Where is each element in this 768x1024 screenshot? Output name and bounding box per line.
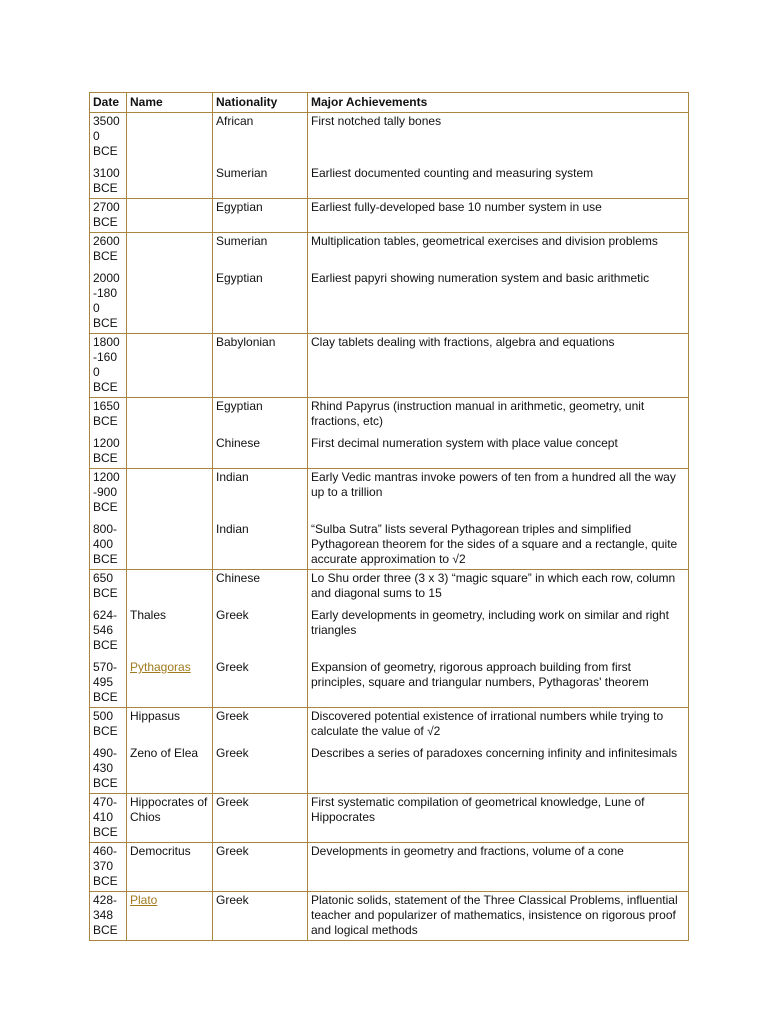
- row-achievement: Developments in geometry and fractions, volume of a cone: [308, 843, 689, 892]
- header-nationality: Nationality: [213, 93, 308, 113]
- row-name: [127, 570, 213, 608]
- row-achievement: First systematic compilation of geometrical knowledge, Lune of Hippocrates: [308, 794, 689, 843]
- row-name: Zeno of Elea: [127, 745, 213, 794]
- row-name: Hippocrates of Chios: [127, 794, 213, 843]
- row-date: 624-546 BCE: [90, 607, 127, 659]
- row-date: 2600 BCE: [90, 233, 127, 271]
- header-date: Date: [90, 93, 127, 113]
- row-date: 35000 BCE: [90, 113, 127, 166]
- table-header-row: [90, 93, 689, 113]
- row-nationality: Greek: [213, 659, 308, 708]
- row-achievement: Early Vedic mantras invoke powers of ten from a hundred all the way up to a trillion: [308, 469, 689, 522]
- row-nationality: African: [213, 113, 308, 166]
- table-row: [90, 843, 689, 892]
- table-row: [90, 521, 689, 570]
- row-name: [127, 165, 213, 199]
- table-body: [90, 113, 689, 941]
- row-name: [127, 398, 213, 436]
- row-nationality: Greek: [213, 745, 308, 794]
- table-row: [90, 745, 689, 794]
- row-name: [127, 659, 213, 708]
- math-history-table: [89, 92, 689, 941]
- row-name: Hippasus: [127, 708, 213, 746]
- row-achievement: Clay tablets dealing with fractions, algebra and equations: [308, 334, 689, 398]
- row-nationality: Greek: [213, 607, 308, 659]
- row-achievement: Describes a series of paradoxes concerning infinity and infinitesimals: [308, 745, 689, 794]
- mathematician-link[interactable]: Pythagoras: [130, 660, 191, 674]
- row-nationality: Greek: [213, 892, 308, 941]
- row-achievement: Multiplication tables, geometrical exercises and division problems: [308, 233, 689, 271]
- table-row: [90, 607, 689, 659]
- row-achievement: Lo Shu order three (3 x 3) “magic square” in which each row, column and diagonal sums to 15: [308, 570, 689, 608]
- row-date: 2000-1800 BCE: [90, 270, 127, 334]
- row-name: [127, 233, 213, 271]
- row-date: 490-430 BCE: [90, 745, 127, 794]
- row-achievement: “Sulba Sutra” lists several Pythagorean triples and simplified Pythagorean theorem for the sides of a square and a rectangle, quite accurate approximation to √2: [308, 521, 689, 570]
- row-achievement: Platonic solids, statement of the Three Classical Problems, influential teacher and popularizer of mathematics, insistence on rigorous proof and logical methods: [308, 892, 689, 941]
- table-row: [90, 435, 689, 469]
- table-row: [90, 270, 689, 334]
- row-nationality: Greek: [213, 843, 308, 892]
- row-date: 500 BCE: [90, 708, 127, 746]
- row-nationality: Chinese: [213, 570, 308, 608]
- header-name: Name: [127, 93, 213, 113]
- table-row: [90, 233, 689, 271]
- header-achievements: Major Achievements: [308, 93, 689, 113]
- row-date: 1200-900 BCE: [90, 469, 127, 522]
- row-nationality: Chinese: [213, 435, 308, 469]
- mathematician-link[interactable]: Plato: [130, 893, 158, 907]
- table-row: [90, 794, 689, 843]
- row-nationality: Egyptian: [213, 270, 308, 334]
- row-date: 470-410 BCE: [90, 794, 127, 843]
- row-achievement: Rhind Papyrus (instruction manual in arithmetic, geometry, unit fractions, etc): [308, 398, 689, 436]
- row-nationality: Sumerian: [213, 233, 308, 271]
- row-date: 570-495 BCE: [90, 659, 127, 708]
- row-name: [127, 469, 213, 522]
- table-row: [90, 659, 689, 708]
- row-achievement: First decimal numeration system with place value concept: [308, 435, 689, 469]
- row-date: 650 BCE: [90, 570, 127, 608]
- row-achievement: Expansion of geometry, rigorous approach building from first principles, square and triangular numbers, Pythagoras' theorem: [308, 659, 689, 708]
- row-date: 1200 BCE: [90, 435, 127, 469]
- row-name: Democritus: [127, 843, 213, 892]
- row-date: 3100 BCE: [90, 165, 127, 199]
- table-row: [90, 113, 689, 166]
- row-date: 428-348 BCE: [90, 892, 127, 941]
- row-achievement: Earliest documented counting and measuring system: [308, 165, 689, 199]
- row-nationality: Egyptian: [213, 398, 308, 436]
- row-achievement: Earliest fully-developed base 10 number system in use: [308, 199, 689, 233]
- row-date: 460-370 BCE: [90, 843, 127, 892]
- row-nationality: Greek: [213, 794, 308, 843]
- row-achievement: Early developments in geometry, including work on similar and right triangles: [308, 607, 689, 659]
- table-row: [90, 334, 689, 398]
- table-row: [90, 469, 689, 522]
- table-row: [90, 165, 689, 199]
- row-date: 2700 BCE: [90, 199, 127, 233]
- row-name: Thales: [127, 607, 213, 659]
- row-nationality: Indian: [213, 521, 308, 570]
- row-achievement: Earliest papyri showing numeration system and basic arithmetic: [308, 270, 689, 334]
- row-nationality: Babylonian: [213, 334, 308, 398]
- table-row: [90, 199, 689, 233]
- row-name: [127, 270, 213, 334]
- row-name: [127, 113, 213, 166]
- row-date: 1800-1600 BCE: [90, 334, 127, 398]
- row-achievement: Discovered potential existence of irrational numbers while trying to calculate the value of √2: [308, 708, 689, 746]
- row-date: 1650 BCE: [90, 398, 127, 436]
- row-nationality: Sumerian: [213, 165, 308, 199]
- table-row: [90, 892, 689, 941]
- row-name: [127, 334, 213, 398]
- row-name: [127, 435, 213, 469]
- row-achievement: First notched tally bones: [308, 113, 689, 166]
- row-name: [127, 521, 213, 570]
- row-nationality: Indian: [213, 469, 308, 522]
- table-row: [90, 570, 689, 608]
- row-nationality: Egyptian: [213, 199, 308, 233]
- table-row: [90, 398, 689, 436]
- row-date: 800-400 BCE: [90, 521, 127, 570]
- row-name: [127, 892, 213, 941]
- row-nationality: Greek: [213, 708, 308, 746]
- table-row: [90, 708, 689, 746]
- row-name: [127, 199, 213, 233]
